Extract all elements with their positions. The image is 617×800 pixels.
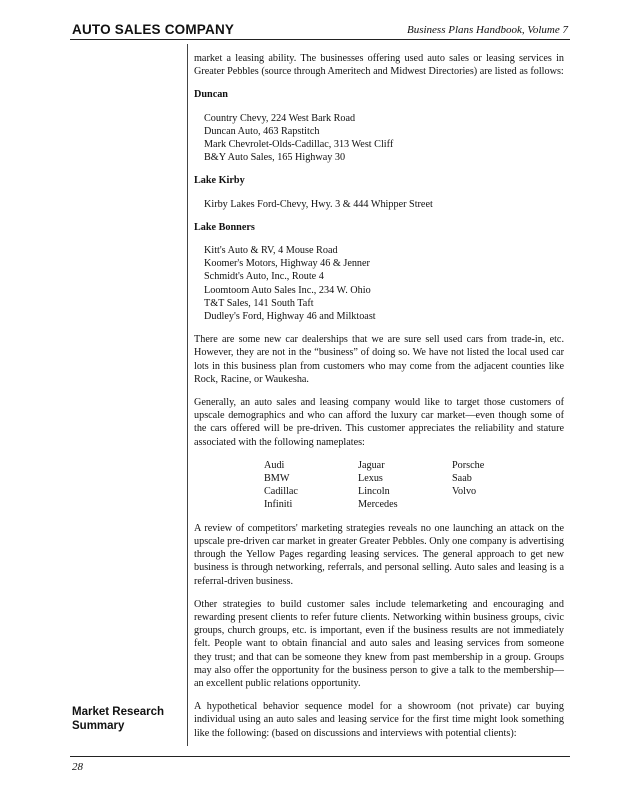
dealer-item: Country Chevy, 224 West Bark Road — [204, 112, 356, 124]
header-rule — [70, 39, 570, 40]
page-footer — [70, 756, 570, 773]
nameplate-cell: Volvo — [452, 486, 477, 498]
body-paragraph: Other strategies to build customer sales include telemarketing and encouraging and rewarding present clients to refer future clients. Networking within business groups, civic groups, church groups, etc. is important, even if the business results are not immediately felt. People want to obtain financial and auto sales and leasing services from someone they trust; and that can be someone they knew from past membership in a group. Groups may also offer the opportunity for the business person to give a talk to the membership—an excellent public relations opportunity. — [194, 598, 564, 689]
body-paragraph: There are some new car dealerships that we are sure sell used cars from trade-in, etc. However, they are not in the “business” of doing so. We have not listed the local used car lots in this business plan from customers who may come from the adjacent counties like Rock, Racine, or Waukesha. — [194, 334, 564, 385]
page-number: 28 — [72, 761, 83, 773]
body-paragraph: Generally, an auto sales and leasing company would like to target those customers of upscale demographics and who can afford the luxury car market—even though some of the cars offered will be pre-driven. This customer appreciates the reliability and stature associated with the following nameplates: — [194, 397, 564, 448]
intro-paragraph: market a leasing ability. The businesses offering used auto sales or leasing services in Greater Pebbles (source through Ameritech and Midwest Directories) are listed as follows: — [194, 53, 564, 78]
column-divider — [187, 44, 188, 746]
nameplate-cell: Cadillac — [264, 486, 298, 498]
nameplate-cell: Mercedes — [358, 499, 398, 511]
nameplate-cell: Infiniti — [264, 499, 293, 511]
nameplate-cell: Audi — [264, 459, 285, 471]
publication-title: Business Plans Handbook, Volume 7 — [406, 24, 568, 36]
nameplate-cell: Porsche — [452, 459, 485, 471]
dealer-list — [204, 244, 564, 323]
dealer-item: Dudley's Ford, Highway 46 and Milktoast — [204, 311, 376, 323]
dealer-list — [204, 198, 564, 211]
dealer-item: T&T Sales, 141 South Taft — [204, 297, 314, 309]
group-heading: Lake Bonners — [194, 221, 255, 233]
body-paragraph: A review of competitors' marketing strategies reveals no one launching an attack on the upscale pre-driven car market in greater Greater Pebbles. Only one company is advertising through the Yellow Pages regarding leasing services. The general approach to get new business is through networking, referrals, and personal selling. Auto sales and leasing is a referral-driven business. — [194, 522, 564, 587]
page-header — [70, 20, 570, 42]
nameplate-cell: BMW — [264, 473, 290, 485]
nameplate-cell: Lincoln — [358, 486, 390, 498]
dealer-item: Koomer's Motors, Highway 46 & Jenner — [204, 258, 370, 270]
body-paragraph: A hypothetical behavior sequence model for a showroom (not private) car buying individual using an auto sales and leasing service for the first time might look something like the following: (based on discussions and interviews with potential clients): — [194, 701, 564, 739]
nameplate-cell: Saab — [452, 473, 472, 485]
dealer-item: Schmidt's Auto, Inc., Route 4 — [204, 271, 324, 283]
body-column — [194, 52, 564, 750]
dealer-item: Duncan Auto, 463 Rapstitch — [204, 125, 320, 137]
section-heading-market-research-summary: Market Research Summary — [72, 706, 165, 732]
nameplate-cell: Jaguar — [358, 459, 385, 471]
dealer-item: Kirby Lakes Ford-Chevy, Hwy. 3 & 444 Whipper Street — [204, 198, 433, 210]
nameplate-cell: Lexus — [358, 473, 383, 485]
dealer-item: Mark Chevrolet-Olds-Cadillac, 313 West Cliff — [204, 139, 394, 151]
dealer-item: Kitt's Auto & RV, 4 Mouse Road — [204, 245, 338, 257]
group-heading: Duncan — [194, 89, 228, 101]
running-title: AUTO SALES COMPANY — [72, 22, 235, 37]
footer-rule — [70, 756, 570, 757]
dealer-item: Loomtoom Auto Sales Inc., 234 W. Ohio — [204, 284, 371, 296]
dealer-item: B&Y Auto Sales, 165 Highway 30 — [204, 152, 346, 164]
group-heading: Lake Kirby — [194, 175, 245, 187]
nameplate-table — [264, 459, 564, 512]
dealer-list — [204, 112, 564, 165]
